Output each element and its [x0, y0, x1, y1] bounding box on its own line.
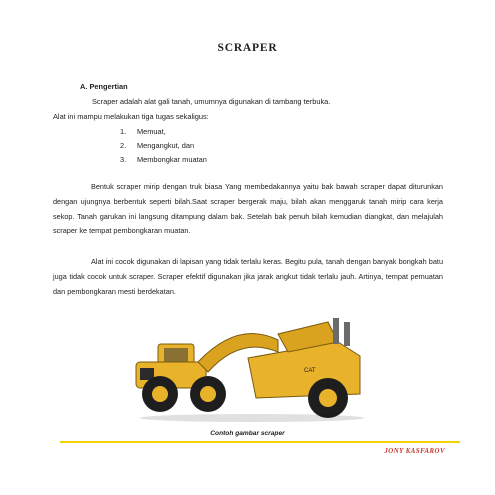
list-item [120, 155, 207, 164]
list-item-number: 2. [120, 141, 127, 150]
paragraph-scraper-usage: Alat ini cocok digunakan di lapisan yang tidak terlalu keras. Begitu pula, tanah dengan banyak bongkah batu juga tidak cocok untuk scraper. Scraper efektif digunakan jika jarak angkut tidak terlalu jauh. Artinya, tempat pemuatan dan pembongkaran mesti berdekatan. [53, 257, 443, 296]
page-title: SCRAPER [217, 42, 278, 54]
list-item [120, 127, 166, 136]
list-item-text: Mengangkut, dan [137, 141, 195, 150]
footer-divider [60, 441, 460, 443]
list-item-text: Membongkar muatan [137, 155, 207, 164]
svg-text:CAT: CAT [304, 368, 316, 374]
list-item-text: Memuat, [137, 127, 166, 136]
footer-author: JONY KASFAROV [384, 448, 445, 455]
section-heading: A. Pengertian [80, 82, 128, 91]
intro-line-1: Scraper adalah alat gali tanah, umumnya digunakan di tambang terbuka. [92, 97, 331, 106]
figure-caption: Contoh gambar scraper [210, 430, 285, 437]
paragraph-scraper-shape: Bentuk scraper mirip dengan truk biasa Yang membedakannya yaitu bak bawah scraper dapat diturunkan dengan ujungnya berbentuk seperti bilah.Saat scraper bergerak maju, bilah akan menggaruk tanah mirip cara kerja sekop. Tanah garukan ini langsung ditampung dalam bak. Setelah bak penuh bilah kemudian diangkat, dan melajulah scraper ke tempat pembongkaran muatan. [53, 182, 443, 236]
list-item [120, 141, 194, 150]
scraper-machine-illustration [128, 312, 376, 424]
intro-line-2: Alat ini mampu melakukan tiga tugas sekaligus: [53, 112, 209, 121]
list-item-number: 1. [120, 127, 127, 136]
list-item-number: 3. [120, 155, 127, 164]
